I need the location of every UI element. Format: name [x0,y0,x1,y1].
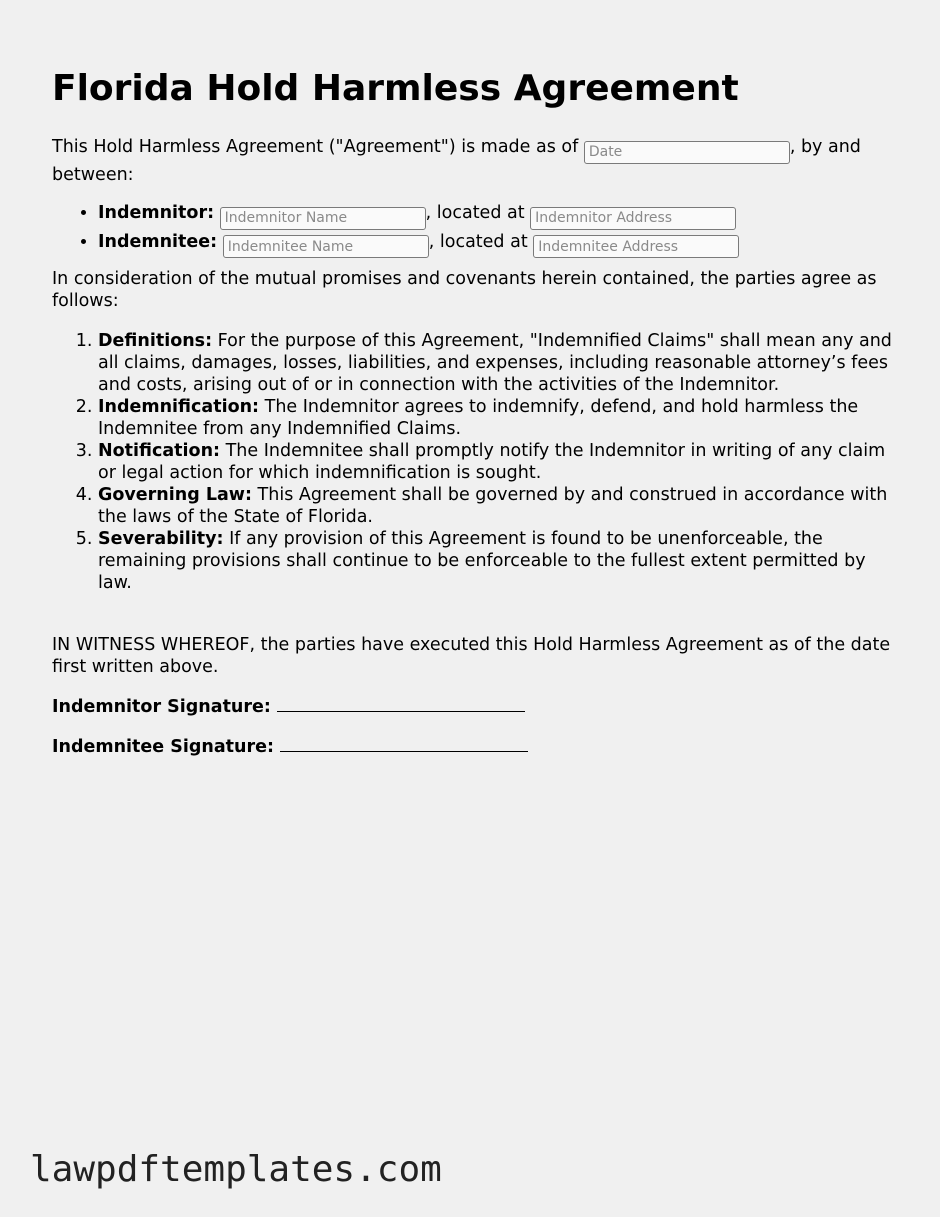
indemnitee-address-field[interactable] [533,235,739,258]
party-label: Indemnitor: [98,203,215,223]
term-text: The Indemnitee shall promptly notify the Indemnitor in writing of any claim or legal action for which indemnification is sought. [98,441,886,483]
consideration-paragraph: In consideration of the mutual promises and covenants herein contained, the parties agree as follows: [52,269,877,311]
term-text: For the purpose of this Agreement, "Indemnified Claims" shall mean any and all claims, damages, losses, liabilities, and expenses, including reasonable attorney’s fees and costs, arising out of or in connection with the activities of the Indemnitor. [98,331,892,395]
term-heading: Notification: [98,441,221,461]
term-item-notification [98,440,892,484]
located-at-text: , located at [425,203,525,223]
signature-label: Indemnitee Signature: [52,737,274,757]
signature-label: Indemnitor Signature: [52,697,271,717]
intro-suffix: , by and between: [52,137,861,185]
indemnitor-name-field[interactable] [220,207,426,230]
party-item-indemnitee [98,230,892,259]
indemnitee-signature-block [52,736,528,758]
term-heading: Indemnification: [98,397,260,417]
term-heading: Severability: [98,529,224,549]
term-text: The Indemnitor agrees to indemnify, defend, and hold harmless the Indemnitee from any Indemnified Claims. [98,397,859,439]
intro-text: This Hold Harmless Agreement ("Agreement") is made as of [52,137,579,157]
indemnitee-signature-line[interactable] [280,737,528,752]
term-item-definitions [98,330,892,396]
intro-paragraph [52,136,892,186]
term-heading: Definitions: [98,331,213,351]
party-label: Indemnitee: [98,231,218,252]
party-item-indemnitor [98,201,892,230]
term-item-indemnification [98,396,892,440]
witness-paragraph: IN WITNESS WHEREOF, the parties have executed this Hold Harmless Agreement as of the date first written above. [52,635,891,677]
date-field[interactable] [584,141,790,164]
term-item-governing-law [98,484,892,528]
indemnitee-name-field[interactable] [223,235,429,258]
term-text: If any provision of this Agreement is found to be unenforceable, the remaining provisions shall continue to be enforceable to the fullest extent permitted by law. [98,529,866,593]
located-at-text: , located at [428,231,528,252]
watermark: lawpdftemplates.com [30,1149,442,1190]
term-heading: Governing Law: [98,485,252,505]
parties-list [52,201,892,258]
term-item-severability [98,528,892,594]
indemnitor-address-field[interactable] [530,207,736,230]
indemnitor-signature-line[interactable] [277,697,525,712]
terms-list [52,330,892,594]
term-text: This Agreement shall be governed by and construed in accordance with the laws of the State of Florida. [98,485,888,527]
indemnitor-signature-block [52,696,525,718]
page-title: Florida Hold Harmless Agreement [52,68,739,109]
